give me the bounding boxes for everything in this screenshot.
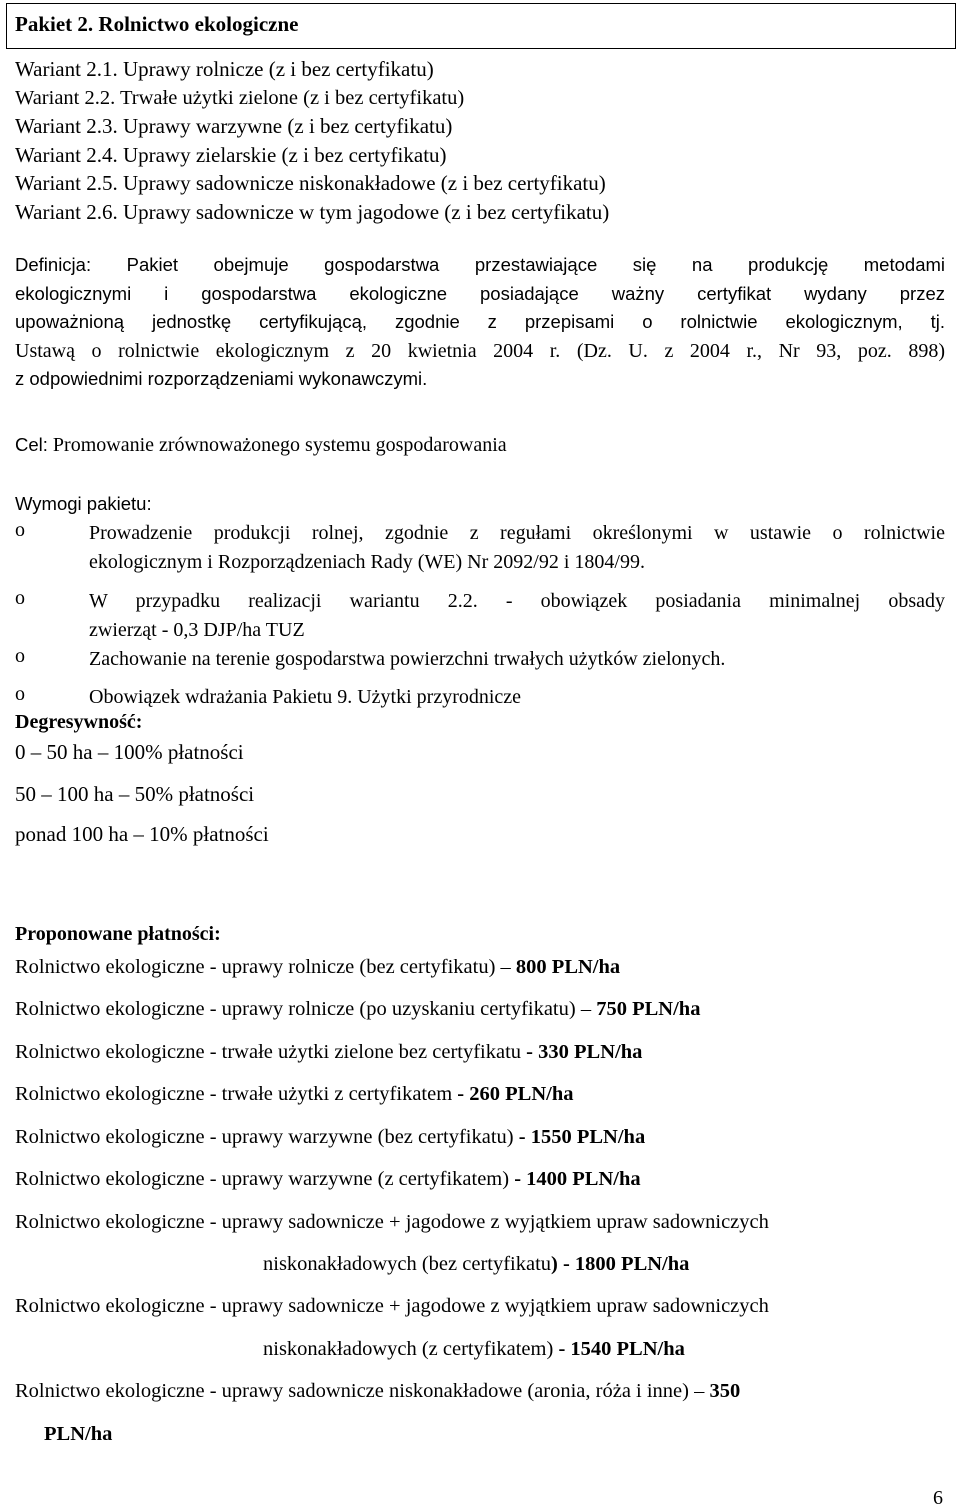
list-item-text: W przypadku realizacji wariantu 2.2. - obowiązek posiadania minimalnej obsady (89, 590, 945, 612)
payment-amount: PLN/ha (44, 1423, 113, 1445)
definition-paragraph (15, 251, 945, 394)
bullet-marker: o (15, 683, 25, 705)
payment-amount: 750 PLN/ha (596, 998, 701, 1020)
payment-amount: - 1540 PLN/ha (558, 1338, 685, 1360)
section-title: Pakiet 2. Rolnictwo ekologiczne (6, 3, 956, 49)
payment-row (263, 1338, 685, 1361)
bullet-marker: o (15, 587, 25, 609)
degression-row: 0 – 50 ha – 100% płatności (15, 740, 244, 764)
payment-text: Rolnictwo ekologiczne - uprawy warzywne (z certyfikatem) (15, 1168, 515, 1190)
payment-text: Rolnictwo ekologiczne - trwałe użytki z certyfikatem (15, 1083, 458, 1105)
payment-text: Rolnictwo ekologiczne - uprawy sadownicze + jagodowe z wyjątkiem upraw sadowniczych (15, 1295, 769, 1317)
goal-line (15, 434, 945, 457)
payment-row (15, 998, 700, 1021)
payment-amount: - 1400 PLN/ha (514, 1168, 641, 1190)
bullet-marker: o (15, 645, 25, 667)
list-item-text: ekologicznym i Rozporządzeniach Rady (WE) Nr 2092/92 i 1804/99. (89, 551, 645, 573)
list-item-text: Prowadzenie produkcji rolnej, zgodnie z regułami określonymi w ustawie o rolnictwie (89, 522, 945, 544)
payment-row (15, 1168, 641, 1191)
goal-text: Promowanie zrównoważonego systemu gospodarowania (47, 434, 507, 456)
payment-text: niskonakładowych (z certyfikatem) (263, 1338, 559, 1360)
payment-row (15, 1083, 573, 1106)
payment-text: Rolnictwo ekologiczne - uprawy sadownicze niskonakładowe (aronia, róża i inne) – (15, 1380, 710, 1402)
list-item-text: Obowiązek wdrażania Pakietu 9. Użytki przyrodnicze (89, 686, 522, 708)
payment-row (44, 1423, 112, 1446)
variant-item: Wariant 2.2. Trwałe użytki zielone (z i bez certyfikatu) (15, 86, 465, 109)
payment-row (15, 1380, 740, 1403)
page-number: 6 (933, 1487, 943, 1509)
payment-amount: ) - 1800 PLN/ha (551, 1253, 690, 1275)
payment-row (15, 1041, 642, 1064)
payment-row (263, 1253, 689, 1276)
variant-item: Wariant 2.1. Uprawy rolnicze (z i bez certyfikatu) (15, 57, 434, 81)
payment-text: niskonakładowych (bez certyfikatu (263, 1253, 552, 1275)
payment-text: Rolnictwo ekologiczne - uprawy sadownicze + jagodowe z wyjątkiem upraw sadowniczych (15, 1211, 769, 1233)
payment-row (15, 956, 620, 979)
payment-text: Rolnictwo ekologiczne - uprawy warzywne (bez certyfikatu) (15, 1126, 519, 1148)
variant-item: Wariant 2.3. Uprawy warzywne (z i bez certyfikatu) (15, 114, 453, 139)
definition-line: Pakiet obejmuje gospodarstwa przestawiające się na produkcję metodami (91, 254, 945, 275)
variant-item: Wariant 2.5. Uprawy sadownicze niskonakładowe (z i bez certyfikatu) (15, 171, 606, 196)
goal-label: Cel: (15, 434, 48, 455)
payment-amount: - 260 PLN/ha (457, 1083, 574, 1105)
payments-title: Proponowane płatności: (15, 923, 221, 945)
payment-row (15, 1211, 769, 1234)
variant-item: Wariant 2.4. Uprawy zielarskie (z i bez certyfikatu) (15, 142, 447, 167)
payment-amount: 800 PLN/ha (515, 956, 621, 978)
variant-list (15, 55, 609, 227)
bullet-marker: o (15, 519, 25, 541)
degression-title: Degresywność: (15, 711, 143, 733)
payment-row (15, 1295, 769, 1318)
definition-line: upoważnioną jednostkę certyfikującą, zgodnie z przepisami o rolnictwie ekologicznym, tj. (15, 311, 945, 332)
degression-row: 50 – 100 ha – 50% płatności (15, 782, 255, 806)
payment-row (15, 1126, 645, 1149)
payment-amount: 350 (709, 1380, 741, 1402)
definition-line: ekologicznymi i gospodarstwa ekologiczne posiadające ważny certyfikat wydany przez (15, 282, 945, 304)
payment-amount: - 1550 PLN/ha (518, 1126, 646, 1148)
payment-text: Rolnictwo ekologiczne - uprawy rolnicze (bez certyfikatu) – (15, 956, 516, 978)
payment-text: Rolnictwo ekologiczne - trwałe użytki zielone bez certyfikatu (15, 1041, 527, 1063)
list-item-text: Zachowanie na terenie gospodarstwa powierzchni trwałych użytków zielonych. (89, 648, 726, 670)
payment-amount: - 330 PLN/ha (526, 1041, 643, 1063)
definition-line: Ustawą o rolnictwie ekologicznym z 20 kwietnia 2004 r. (Dz. U. z 2004 r., Nr 93, poz. 898) (15, 339, 945, 362)
list-item-text: zwierząt - 0,3 DJP/ha TUZ (89, 619, 305, 641)
variant-item: Wariant 2.6. Uprawy sadownicze w tym jagodowe (z i bez certyfikatu) (15, 199, 610, 224)
definition-label: Definicja: (15, 254, 92, 275)
requirements-title: Wymogi pakietu: (15, 493, 152, 514)
payment-text: Rolnictwo ekologiczne - uprawy rolnicze (po uzyskaniu certyfikatu) – (15, 998, 597, 1020)
degression-row: ponad 100 ha – 10% płatności (15, 822, 269, 846)
definition-line: z odpowiednimi rozporządzeniami wykonawczymi. (15, 368, 428, 389)
